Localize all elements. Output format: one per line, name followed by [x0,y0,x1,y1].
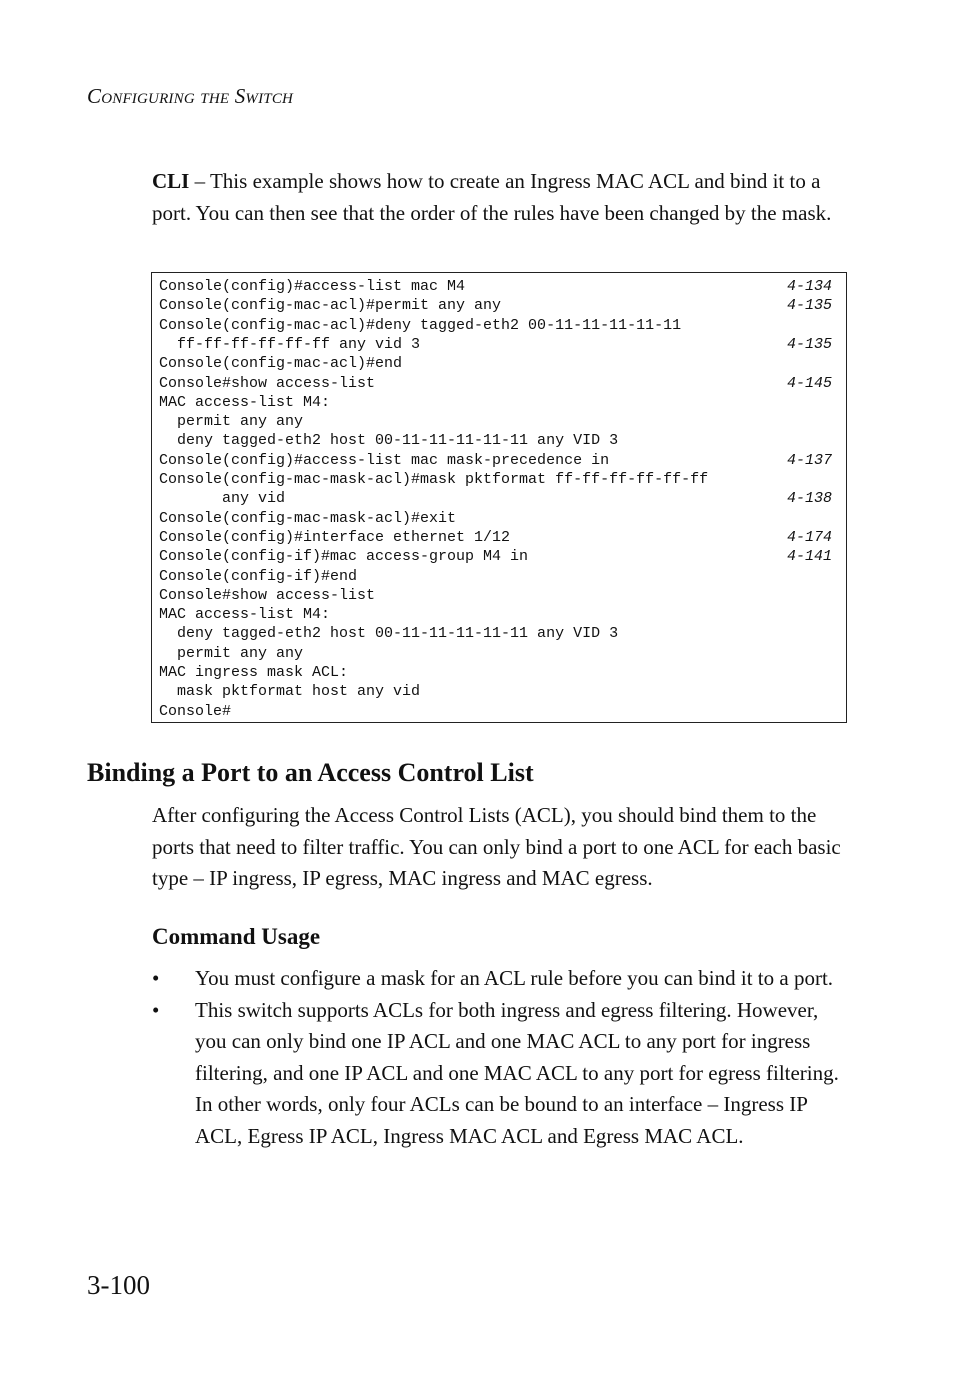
code-page-reference: 4-138 [786,490,832,508]
code-line [159,412,832,431]
code-line [159,663,832,682]
code-page-reference: 4-134 [786,278,832,295]
code-command: Console#show access-list [159,374,376,392]
code-command: Console(config-mac-mask-acl)#mask pktformat ff-ff-ff-ff-ff-ff [159,471,709,488]
command-usage-heading: Command Usage [152,924,321,949]
code-command: Console# [159,702,232,720]
code-line [159,316,832,335]
code-line [159,354,832,373]
code-command: Console(config-mac-mask-acl)#exit [159,509,457,527]
code-line [159,624,832,643]
code-line [159,644,832,663]
code-line [159,277,832,296]
code-line [159,586,832,605]
code-page-reference: 4-135 [786,335,832,353]
code-page-reference: 4-137 [786,451,832,469]
code-line [159,335,832,354]
list-item-text: This switch supports ACLs for both ingress and egress filtering. However, you can only bind one IP ACL and one MAC ACL to any port for ingress filtering, and one IP ACL and one MAC ACL to any port for egress filtering. In other words, only four ACLs can be bound to an interface – Ingress IP ACL, Egress IP ACL, Ingress MAC ACL and Egress MAC ACL. [195,997,839,1148]
code-command: Console(config)#access-list mac mask-precedence in [159,451,610,469]
code-page-reference: 4-141 [786,548,832,566]
code-line [159,489,832,508]
code-line [159,374,832,393]
code-command: Console#show access-list [159,586,376,604]
code-command: Console(config-mac-acl)#deny tagged-eth2 00-11-11-11-11-11 [159,316,682,334]
intro-text: – This example shows how to create an Ingress MAC ACL and bind it to a port. You can then see that the order of the rules have been changed by the mask. [152,169,832,225]
intro-paragraph [152,166,852,229]
code-line [159,451,832,470]
code-command: permit any any [159,644,304,662]
code-page-reference: 4-174 [786,528,832,546]
code-command: Console(config)#access-list mac M4 [159,278,466,295]
code-line [159,509,832,528]
bullet-icon: • [152,966,160,990]
code-command: Console(config)#interface ethernet 1/12 [159,528,511,546]
code-line [159,528,832,547]
code-command: Console(config-if)#end [159,567,358,585]
section-heading: Binding a Port to an Access Control List [87,758,534,787]
running-head: Configuring the Switch [87,84,294,108]
code-command: mask pktformat host any vid [159,683,421,701]
code-line [159,470,832,489]
code-line [159,567,832,586]
code-line [159,431,832,450]
code-command: Console(config-mac-acl)#permit any any [159,297,502,315]
code-line [159,296,832,315]
command-usage-list [152,963,852,1152]
code-command: Console(config-if)#mac access-group M4 in [159,548,529,566]
code-line [159,393,832,412]
list-item-text: You must configure a mask for an ACL rule before you can bind it to a port. [195,966,834,990]
code-command: MAC access-list M4: [159,393,331,411]
code-command: deny tagged-eth2 host 00-11-11-11-11-11 any VID 3 [159,625,619,643]
code-line [159,682,832,701]
code-page-reference: 4-145 [786,374,832,392]
code-command: ff-ff-ff-ff-ff-ff any vid 3 [159,335,421,353]
code-command: permit any any [159,413,304,431]
code-command: MAC ingress mask ACL: [159,664,349,681]
cli-example-box [151,272,847,723]
page-number: 3-100 [87,1270,150,1300]
list-item [152,963,852,995]
code-command: MAC access-list M4: [159,606,331,624]
bullet-icon: • [152,997,160,1022]
code-command: deny tagged-eth2 host 00-11-11-11-11-11 any VID 3 [159,432,619,450]
code-page-reference: 4-135 [786,297,832,315]
list-item [152,995,852,1153]
code-line [159,702,832,721]
code-command: any vid [159,490,286,508]
intro-label: CLI [152,169,190,193]
section-paragraph: After configuring the Access Control Lists (ACL), you should bind them to the ports that need to filter traffic. You can only bind a port to one ACL for each basic type – IP ingress, IP egress, MAC ingress and MAC egress. [152,803,841,890]
code-line [159,547,832,566]
code-command: Console(config-mac-acl)#end [159,355,403,373]
code-line [159,605,832,624]
